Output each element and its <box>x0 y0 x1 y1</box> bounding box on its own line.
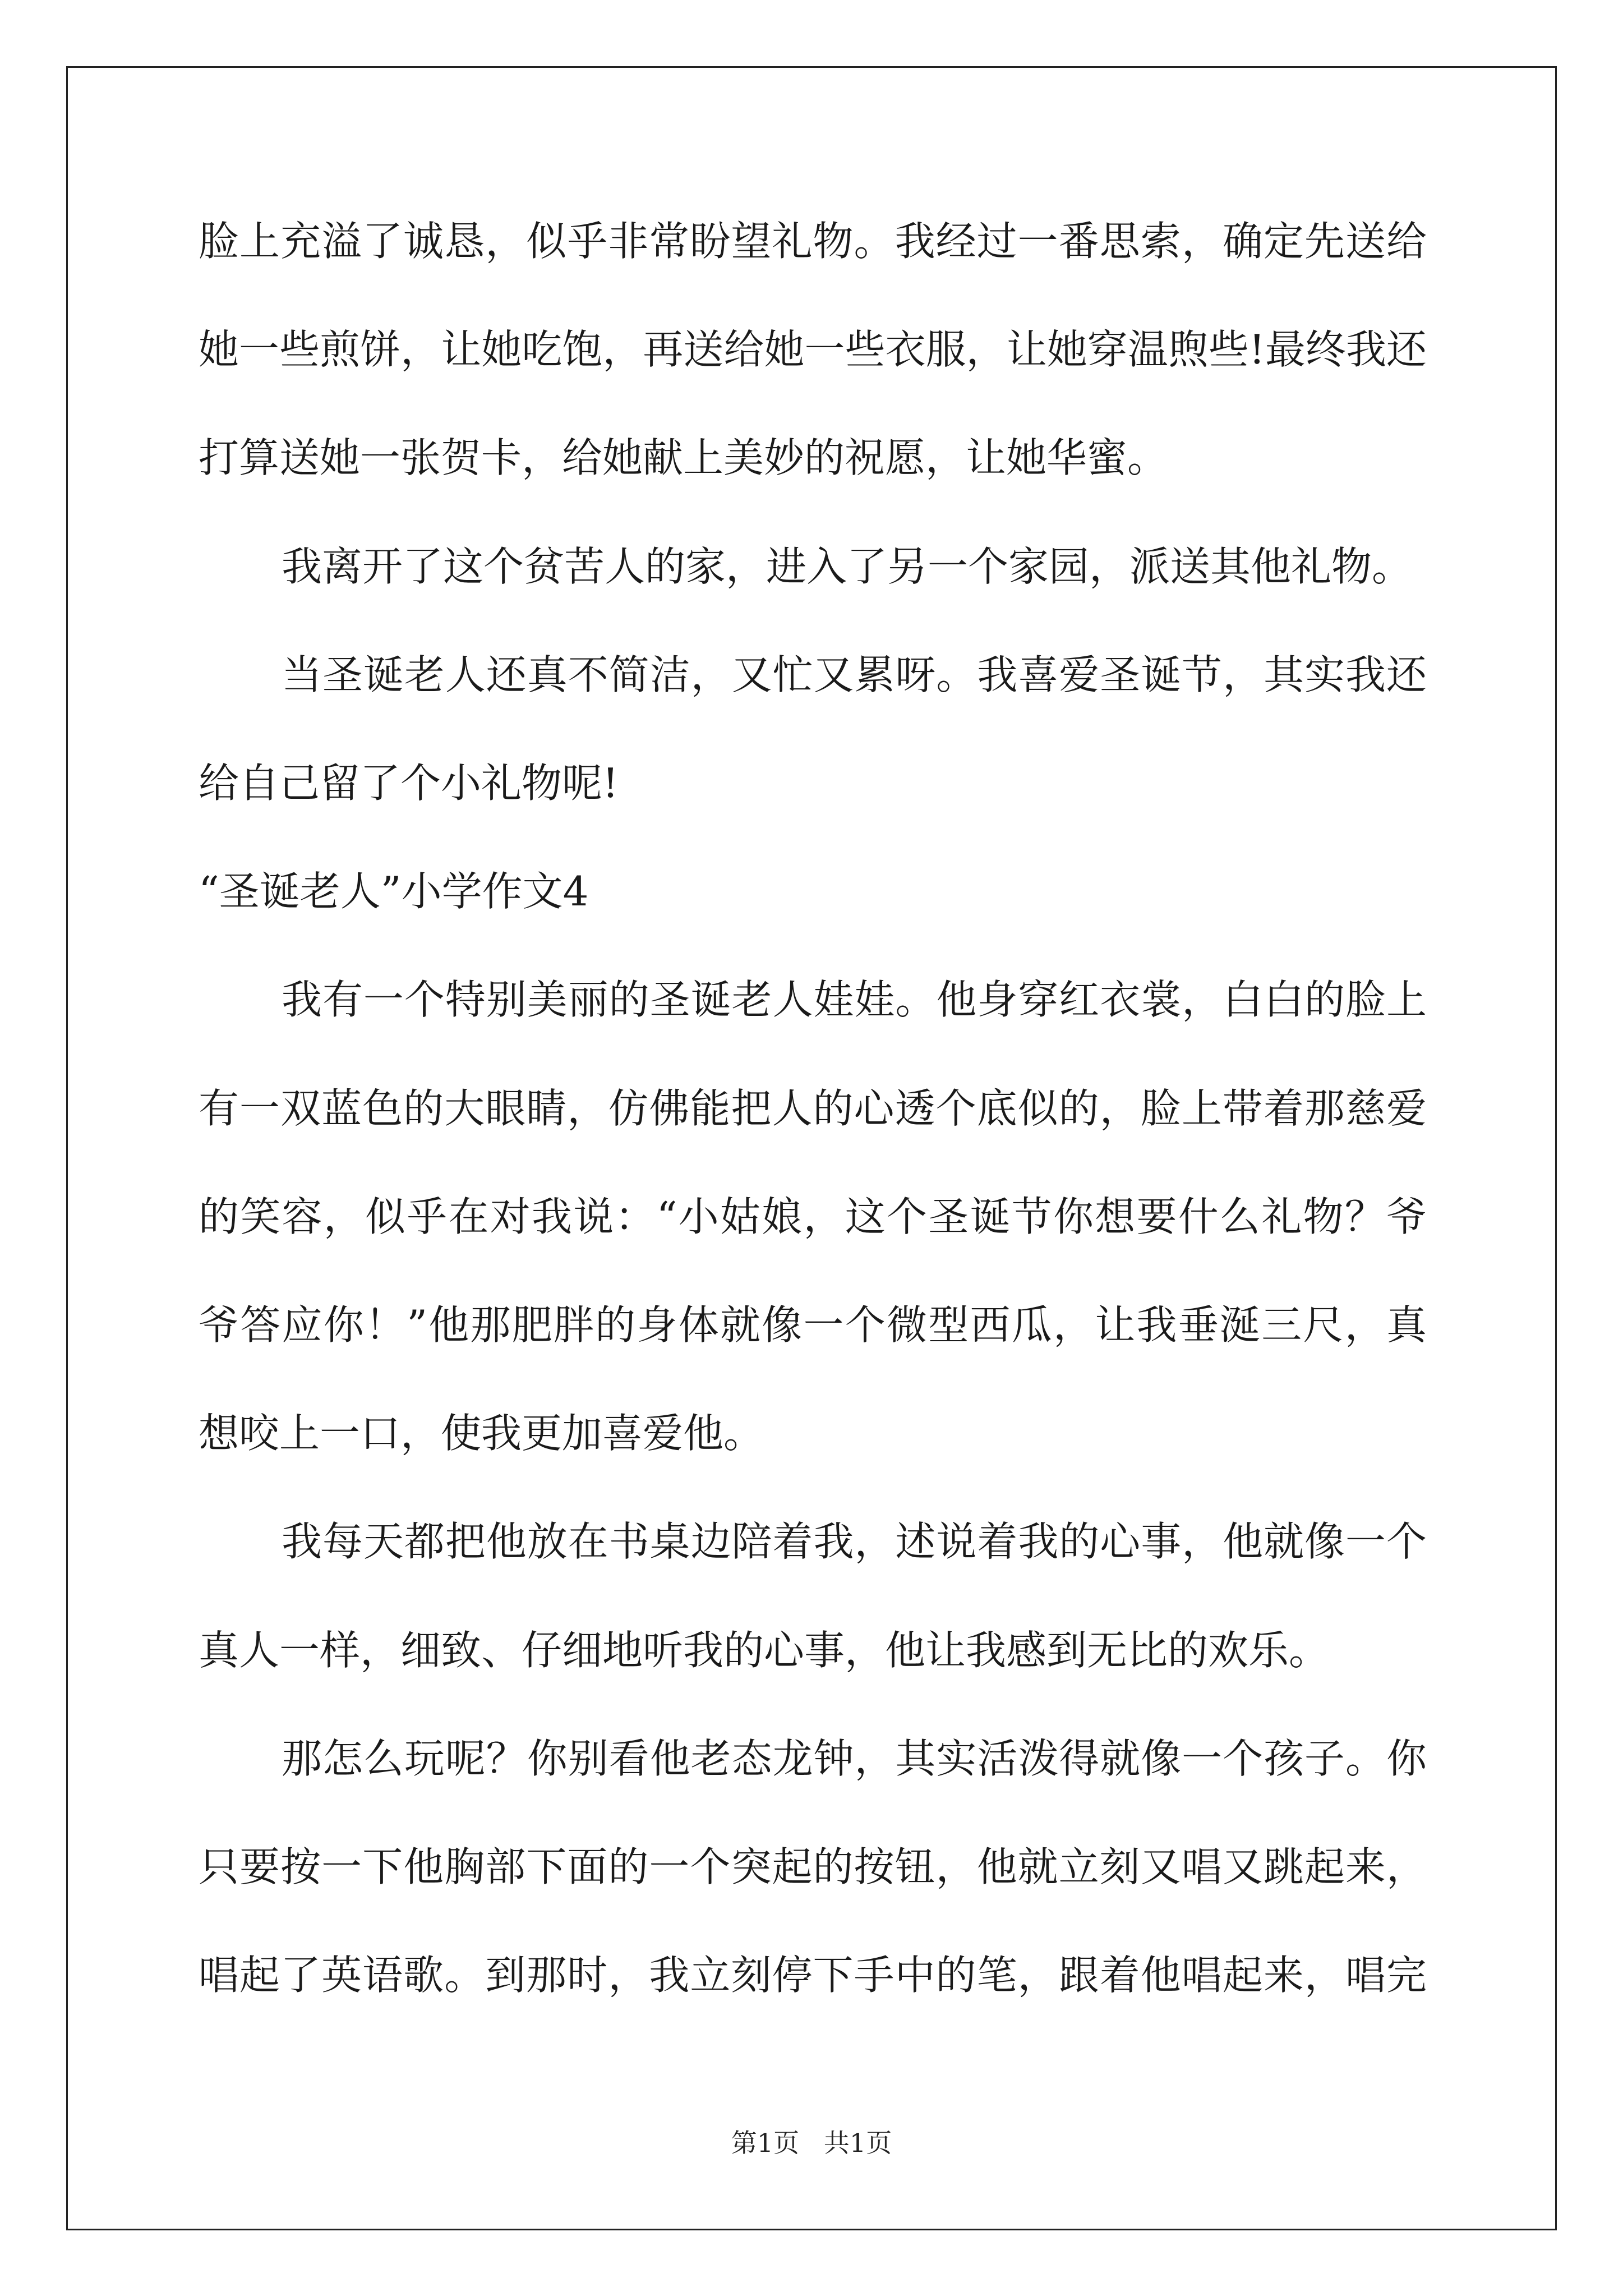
text-line: 她一些煎饼，让她吃饱，再送给她一些衣服，让她穿温煦些!最终我还 <box>199 326 1427 373</box>
text-line: 有一双蓝色的大眼睛，仿佛能把人的心透个底似的，脸上带着那慈爱 <box>199 1085 1427 1132</box>
text-line: 爷答应你！”他那肥胖的身体就像一个微型西瓜，让我垂涎三尺，真 <box>199 1301 1427 1349</box>
text-line: 的笑容，似乎在对我说：“小姑娘，这个圣诞节你想要什么礼物？爷 <box>199 1193 1427 1240</box>
text-line: 想咬上一口，使我更加喜爱他。 <box>199 1410 764 1457</box>
text-line: 唱起了英语歌。到那时，我立刻停下手中的笔，跟着他唱起来，唱完 <box>199 1952 1427 1999</box>
page-border <box>66 66 1557 2230</box>
text-line: 我每天都把他放在书桌边陪着我，述说着我的心事，他就像一个 <box>282 1518 1427 1565</box>
text-line: 只要按一下他胸部下面的一个突起的按钮，他就立刻又唱又跳起来， <box>199 1843 1427 1890</box>
text-line: 当圣诞老人还真不简洁，又忙又累呀。我喜爱圣诞节，其实我还 <box>282 651 1427 698</box>
text-line: 脸上充溢了诚恳，似乎非常盼望礼物。我经过一番思索，确定先送给 <box>199 218 1427 265</box>
text-line: 我离开了这个贫苦人的家，进入了另一个家园，派送其他礼物。 <box>282 543 1413 590</box>
text-line: 我有一个特别美丽的圣诞老人娃娃。他身穿红衣裳，白白的脸上 <box>282 976 1427 1023</box>
text-line: 真人一样，细致、仔细地听我的心事，他让我感到无比的欢乐。 <box>199 1627 1330 1674</box>
text-line: 给自己留了个小礼物呢! <box>199 760 619 807</box>
section-heading: “圣诞老人”小学作文4 <box>199 868 589 915</box>
page-number-footer: 第1页 共1页 <box>731 2128 892 2158</box>
text-line: 打算送她一张贺卡，给她献上美妙的祝愿，让她华蜜。 <box>199 434 1168 481</box>
text-line: 那怎么玩呢？你别看他老态龙钟，其实活泼得就像一个孩子。你 <box>282 1735 1427 1782</box>
